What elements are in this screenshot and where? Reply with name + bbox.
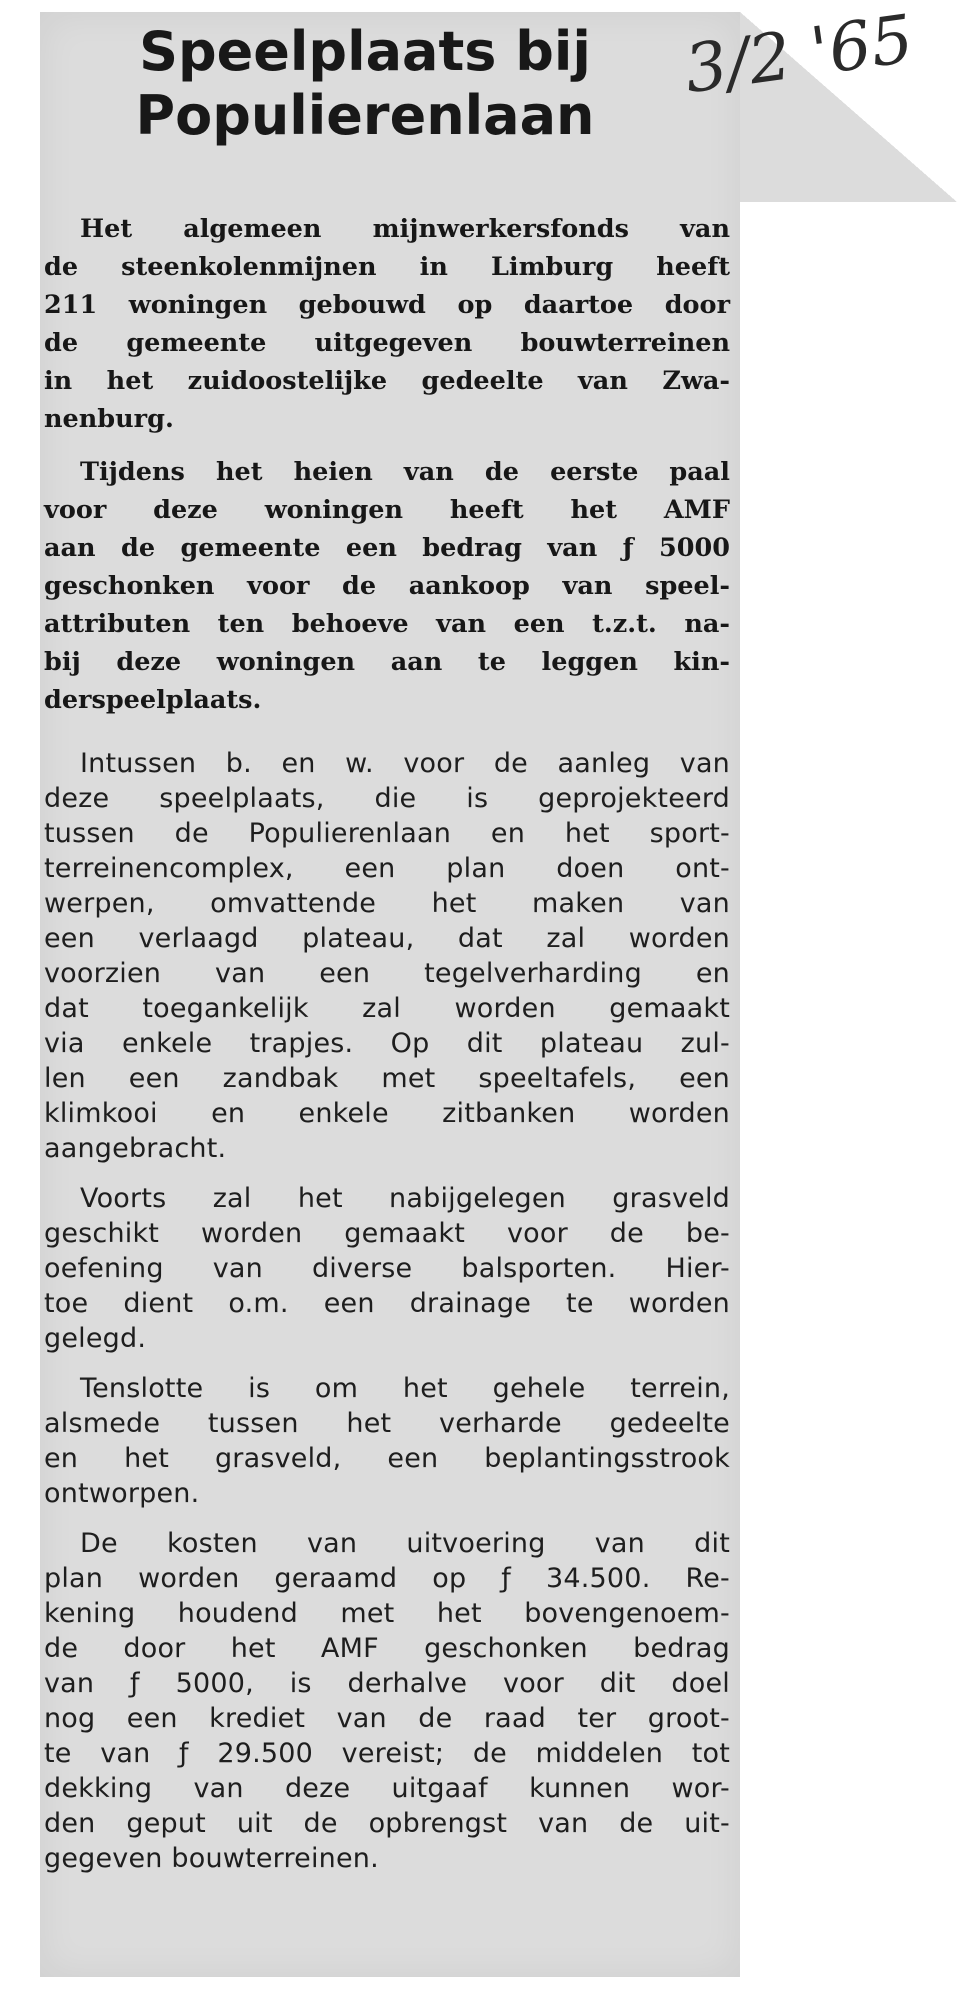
paragraph-line: ontworpen.: [44, 1478, 200, 1509]
article-body: [44, 210, 730, 1891]
article-paragraph: [44, 746, 730, 1166]
article-paragraph: [44, 1371, 730, 1511]
paragraph-line: dekking van deze uitgaaf kunnen wor-: [44, 1773, 730, 1804]
paragraph-line: een verlaagd plateau, dat zal worden: [44, 923, 730, 954]
paragraph-line: te van ƒ 29.500 vereist; de middelen tot: [44, 1738, 730, 1769]
paragraph-line: De kosten van uitvoering van dit: [80, 1528, 730, 1559]
paragraph-line: Intussen b. en w. voor de aanleg van: [80, 748, 730, 779]
article-paragraph: [44, 1181, 730, 1356]
paragraph-spacer: [44, 734, 730, 746]
paragraph-line: werpen, omvattende het maken van: [44, 888, 730, 919]
paragraph-line: oefening van diverse balsporten. Hier-: [44, 1253, 730, 1284]
article-headline: [40, 20, 690, 148]
paragraph-line: alsmede tussen het verharde gedeelte: [44, 1408, 730, 1439]
paragraph-line: den geput uit de opbrengst van de uit-: [44, 1808, 730, 1839]
paragraph-line: deze speelplaats, die is geprojekteerd: [44, 783, 730, 814]
paragraph-line: de door het AMF geschonken bedrag: [44, 1633, 730, 1664]
paragraph-line: geschikt worden gemaakt voor de be-: [44, 1218, 730, 1249]
paragraph-line: de steenkolenmijnen in Limburg heeft: [44, 252, 730, 282]
paragraph-line: aan de gemeente een bedrag van ƒ 5000: [44, 533, 730, 563]
paragraph-line: via enkele trapjes. Op dit plateau zul-: [44, 1028, 730, 1059]
paragraph-line: tussen de Populierenlaan en het sport-: [44, 818, 730, 849]
article-paragraph: [44, 1526, 730, 1876]
paragraph-line: derspeelplaats.: [44, 685, 262, 715]
paragraph-line: Voorts zal het nabijgelegen grasveld: [80, 1183, 730, 1214]
article-paragraph: [44, 210, 730, 438]
paragraph-line: Het algemeen mijnwerkersfonds van: [80, 214, 730, 244]
paragraph-line: de gemeente uitgegeven bouwterreinen: [44, 328, 730, 358]
paragraph-line: toe dient o.m. een drainage te worden: [44, 1288, 730, 1319]
paragraph-line: plan worden geraamd op ƒ 34.500. Re-: [44, 1563, 730, 1594]
paragraph-line: gegeven bouwterreinen.: [44, 1843, 379, 1874]
paragraph-line: klimkooi en enkele zitbanken worden: [44, 1098, 730, 1129]
paragraph-line: in het zuidoostelijke gedeelte van Zwa-: [44, 366, 730, 396]
headline-line-2: Populierenlaan: [135, 84, 595, 147]
paragraph-line: kening houdend met het bovengenoem-: [44, 1598, 730, 1629]
paragraph-line: aangebracht.: [44, 1133, 227, 1164]
paragraph-line: van ƒ 5000, is derhalve voor dit doel: [44, 1668, 730, 1699]
headline-line-1: Speelplaats bij: [139, 20, 591, 83]
paragraph-line: dat toegankelijk zal worden gemaakt: [44, 993, 730, 1024]
paragraph-line: terreinencomplex, een plan doen ont-: [44, 853, 730, 884]
paragraph-line: Tijdens het heien van de eerste paal: [80, 457, 730, 487]
paragraph-line: Tenslotte is om het gehele terrein,: [80, 1373, 730, 1404]
paragraph-line: attributen ten behoeve van een t.z.t. na-: [44, 609, 730, 639]
paragraph-line: gelegd.: [44, 1323, 147, 1354]
handwritten-date: 3/2 '65: [680, 0, 918, 109]
article-paragraph: [44, 453, 730, 719]
paragraph-line: voor deze woningen heeft het AMF: [44, 495, 730, 525]
paragraph-line: 211 woningen gebouwd op daartoe door: [44, 290, 730, 320]
paragraph-line: en het grasveld, een beplantingsstrook: [44, 1443, 730, 1474]
paragraph-line: voorzien van een tegelverharding en: [44, 958, 730, 989]
paragraph-line: len een zandbak met speeltafels, een: [44, 1063, 730, 1094]
paragraph-line: geschonken voor de aankoop van speel-: [44, 571, 730, 601]
paragraph-line: bij deze woningen aan te leggen kin-: [44, 647, 730, 677]
paragraph-line: nog een krediet van de raad ter groot-: [44, 1703, 730, 1734]
paragraph-line: nenburg.: [44, 404, 174, 434]
